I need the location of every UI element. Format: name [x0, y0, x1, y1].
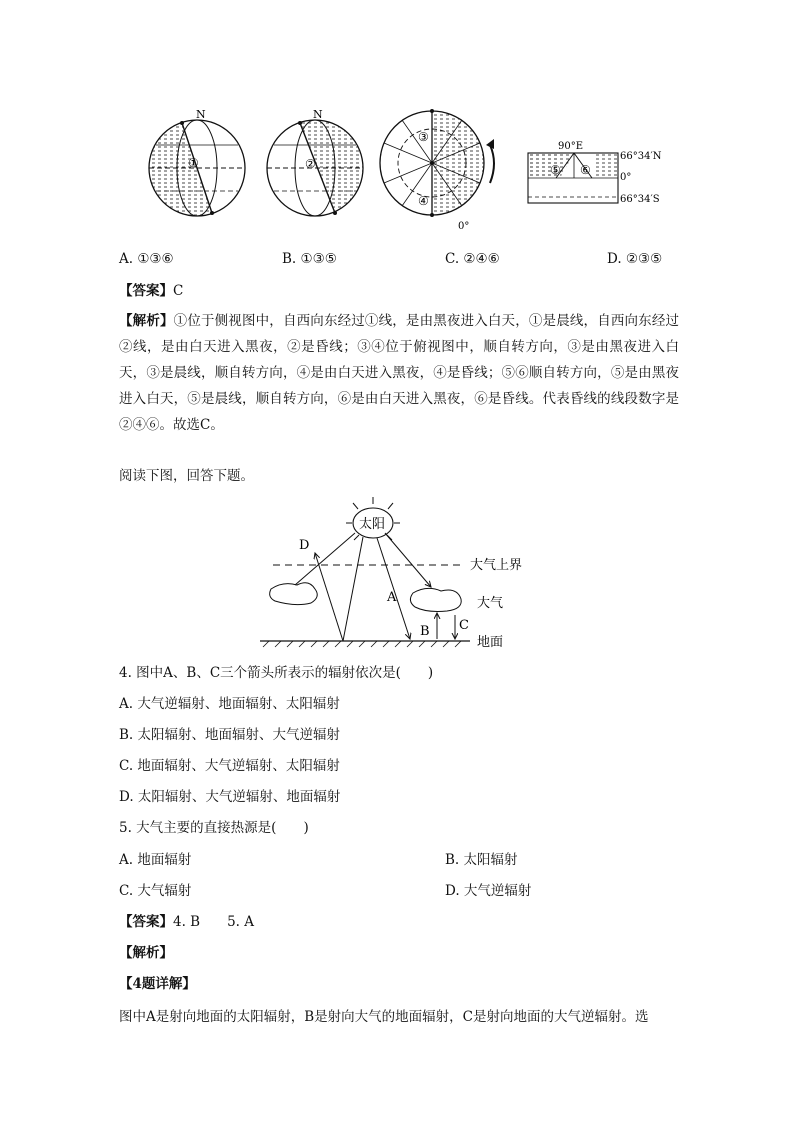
- q3-option-b[interactable]: B. ①③⑤: [282, 251, 337, 267]
- q3-option-a[interactable]: A. ①③⑥: [119, 251, 174, 267]
- reading-prompt: 阅读下图，回答下题。: [119, 468, 254, 484]
- figure-atmosphere-radiation: [255, 493, 555, 655]
- line-label-6: ⑥: [580, 163, 591, 177]
- arrow-d: [315, 553, 343, 641]
- line-label-4: ④: [418, 194, 429, 208]
- line-label-5: ⑤: [550, 163, 561, 177]
- q5-option-d[interactable]: D. 大气逆辐射: [445, 883, 532, 899]
- analysis-label: 【解析】: [119, 313, 174, 329]
- q4-detail-text: 图中A是射向地面的太阳辐射，B是射向大气的地面辐射，C是射向地面的大气逆辐射。选: [119, 1009, 649, 1025]
- q3-option-d[interactable]: D. ②③⑤: [607, 251, 663, 267]
- q3-option-c[interactable]: C. ②④⑥: [445, 251, 500, 267]
- north-label: N: [196, 108, 206, 121]
- latitude-label-south: 66°34′S: [620, 194, 660, 205]
- longitude-label-90e: 90°E: [558, 141, 584, 152]
- figure-terminator-diagrams: [140, 105, 680, 235]
- q4-option-b[interactable]: B. 太阳辐射、地面辐射、大气逆辐射: [119, 727, 341, 743]
- q5-option-a[interactable]: A. 地面辐射: [119, 852, 192, 868]
- q5-stem: 5. 大气主要的直接热源是( ): [119, 820, 309, 836]
- q4-option-c[interactable]: C. 地面辐射、大气逆辐射、太阳辐射: [119, 758, 340, 774]
- q3-answer: [119, 281, 183, 301]
- arrow-a: [377, 538, 410, 639]
- cloud-right: [410, 588, 461, 611]
- globe-side-view-1: [149, 108, 245, 216]
- answer-label: 【答案】: [119, 283, 173, 299]
- ground-label: 地面: [477, 635, 504, 650]
- line-label-2: ②: [305, 157, 316, 171]
- rectangular-map: [528, 141, 662, 205]
- q4-stem: 4. 图中A、B、C三个箭头所表示的辐射依次是( ): [119, 665, 434, 681]
- arrow-c-label: C: [459, 618, 469, 633]
- q5-option-c[interactable]: C. 大气辐射: [119, 883, 192, 899]
- latitude-label-equator: 0°: [620, 172, 632, 183]
- q4-detail-heading: 【4题详解】: [119, 976, 196, 992]
- zero-meridian-label: 0°: [458, 221, 470, 232]
- arrow-b-label: B: [420, 624, 430, 639]
- line-label-1: ①: [188, 156, 199, 170]
- answer-value: C: [173, 283, 184, 299]
- atmosphere-top-label: 大气上界: [470, 558, 523, 573]
- globe-polar-view: [380, 109, 494, 232]
- q5-option-b[interactable]: B. 太阳辐射: [445, 852, 518, 868]
- arrow-d-label: D: [299, 538, 310, 553]
- answer-value: 4. B 5. A: [173, 914, 255, 930]
- line-label-3: ③: [418, 130, 429, 144]
- q4-option-d[interactable]: D. 太阳辐射、大气逆辐射、地面辐射: [119, 789, 341, 805]
- atmosphere-label: 大气: [477, 596, 504, 611]
- ray-to-cloud-right: [385, 533, 431, 587]
- latitude-label-north: 66°34′N: [620, 151, 662, 162]
- sun-label: 太阳: [359, 517, 386, 532]
- analysis-text: ①位于侧视图中，自西向东经过①线，是由黑夜进入白天，①是晨线，自西向东经过②线，是由白天进入黑夜，②是昏线；③④位于俯视图中，顺自转方向，③是由黑夜进入白天，③是晨线，顺自转方向，④是由白天进入黑夜，④是昏线；⑤⑥顺自转方向，⑤是由黑夜进入白天，⑤是晨线，顺自转方向，⑥是由白天进入黑夜，⑥是昏线。代表昏线的线段数字是②④⑥。故选C。: [119, 313, 680, 433]
- answer-label: 【答案】: [119, 914, 173, 930]
- q3-analysis: [119, 308, 679, 438]
- q45-answer: [119, 912, 254, 932]
- q4-option-a[interactable]: A. 大气逆辐射、地面辐射、太阳辐射: [119, 696, 340, 712]
- globe-side-view-2: [267, 108, 363, 216]
- north-label: N: [313, 108, 323, 121]
- q45-analysis-label: 【解析】: [119, 945, 173, 961]
- ray-to-ground-left: [343, 537, 363, 641]
- cloud-left: [270, 583, 318, 605]
- arrow-a-label: A: [387, 590, 397, 605]
